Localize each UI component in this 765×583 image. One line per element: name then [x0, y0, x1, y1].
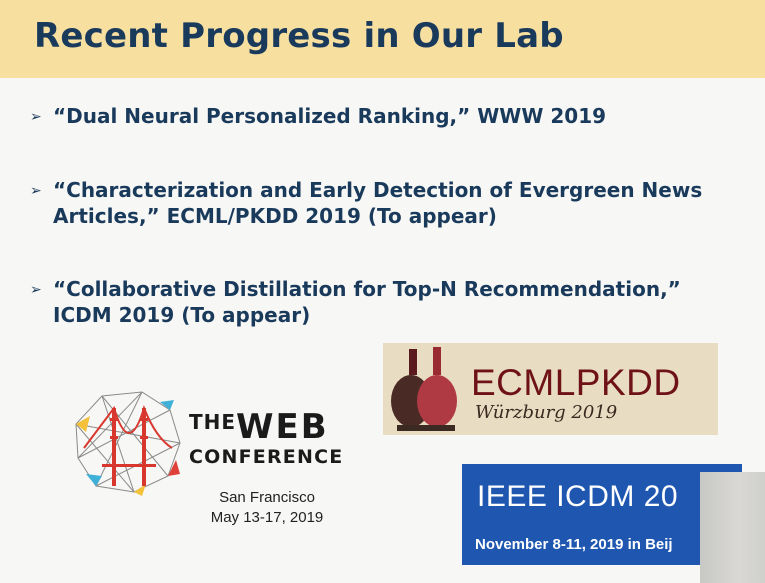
ecml-pkdd-logo [383, 343, 718, 435]
wordmark-the: THE [189, 410, 237, 434]
bullet-arrow-icon: ➢ [30, 109, 42, 125]
slide-title: Recent Progress in Our Lab [34, 16, 564, 56]
icdm-name: IEEE ICDM 20 [477, 480, 679, 513]
icdm-dates: November 8-11, 2019 in Beij [475, 536, 673, 553]
bullet-arrow-icon: ➢ [30, 183, 42, 199]
golden-gate-bridge-icon [72, 388, 182, 498]
speaker-video-overlay [700, 472, 765, 583]
wordmark-conference: CONFERENCE [189, 446, 344, 468]
wordmark-web: WEB [236, 407, 329, 447]
bullet-item [30, 177, 730, 229]
bullet-text: “Dual Neural Personalized Ranking,” WWW 2019 [53, 104, 607, 128]
bullet-text: “Collaborative Distillation for Top-N Recommendation,” ICDM 2019 (To appear) [53, 277, 681, 327]
web-conference-wordmark [189, 407, 344, 468]
ecml-pkdd-location: Würzburg 2019 [475, 402, 618, 423]
bullet-arrow-icon: ➢ [30, 282, 42, 298]
bullet-item [30, 103, 730, 129]
web-conference-city: San Francisco [219, 489, 315, 506]
web-conference-details [207, 488, 327, 528]
slide-header [0, 0, 765, 78]
wine-bottles-icon [387, 343, 467, 435]
bullet-item [30, 276, 730, 328]
web-conference-dates: May 13-17, 2019 [210, 509, 324, 526]
bullet-text: “Characterization and Early Detection of Evergreen News Articles,” ECML/PKDD 2019 (To appear) [53, 178, 703, 228]
ecml-pkdd-name: ECMLPKDD [471, 362, 681, 403]
